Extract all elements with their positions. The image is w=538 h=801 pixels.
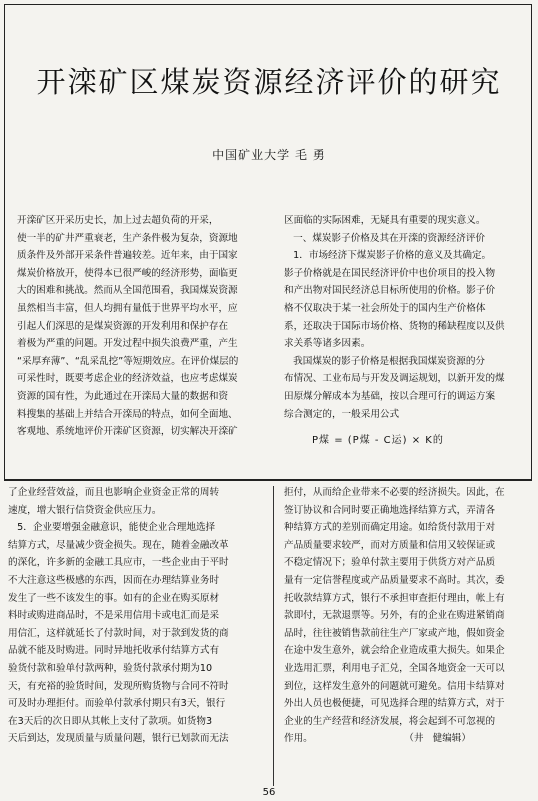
text-line: 区面临的实际困难，无疑具有重要的现实意义。 bbox=[284, 215, 486, 226]
text-line: 煤炭价格放开，使得本已很严峻的经济形势，面临更 bbox=[17, 267, 238, 279]
text-line: 布情况、工业布局与开发及调运规划，以新开发的煤 bbox=[284, 373, 505, 385]
text-line: 求关系等诸多因素。 bbox=[284, 338, 371, 350]
text-line: 我国煤炭的影子价格是根据我国煤炭资源的分 bbox=[284, 355, 486, 367]
text-line: 一、煤炭影子价格及其在开滦的资源经济评价 bbox=[284, 232, 486, 244]
text-line: 质条件及外部开采条件普遍较差。近年来，由于国家 bbox=[17, 250, 238, 262]
text-line: 格不仅取决于某一社会所处于的国内生产价格体 bbox=[284, 302, 486, 314]
text-line: 作用。 （井 健编辑） bbox=[284, 733, 471, 745]
text-line: 产品质量要求较严，而对方质量和信用又较保证或 bbox=[284, 539, 496, 551]
text-line: 着极为严重的问题。开发过程中损失浪费严重，产生 bbox=[17, 338, 238, 350]
formula: P煤 = (P煤 - C运) × K的 bbox=[312, 435, 444, 446]
text-line: 不大注意这些极感的东西，因而在办理结算业务时 bbox=[8, 574, 220, 586]
upper-left-column bbox=[17, 212, 267, 441]
text-line: 天后到达，发现质量与质量问题，银行已划款而无法 bbox=[8, 733, 229, 745]
text-line: 综合测定的，一般采用公式 bbox=[284, 408, 400, 420]
text-line: 速度，增大银行信贷资金供应压力。 bbox=[8, 504, 162, 516]
text-line: 大的困难和挑战。然而从全国范围看，我国煤炭资源 bbox=[17, 285, 238, 297]
text-line: “采厚弃薄”、“乱采乱挖”等短期效应。在评价煤层的 bbox=[17, 355, 239, 367]
text-line: 可采性时，既要考虑企业的经济效益，也应考虑煤炭 bbox=[17, 373, 238, 385]
text-line: 拒付，从而给企业带来不必要的经济损失。因此，在 bbox=[284, 487, 505, 498]
text-line: 虽然相当丰富，但人均拥有量低于世界平均水平，应 bbox=[17, 302, 238, 314]
text-line: 到位，这样发生意外的问题就可避免。信用卡结算对 bbox=[284, 680, 505, 692]
text-line: 在3天后的次日即从其帐上支付了款项。如货物3 bbox=[8, 715, 213, 727]
text-line: 料搜集的基础上并结合开滦局的特点，如何全面地、 bbox=[17, 408, 238, 420]
text-line: 托收款结算方式，银行不承担审查拒付理由，帐上有 bbox=[284, 592, 505, 604]
text-line: 外出人员也极便捷，可见选择合理的结算方式，对于 bbox=[284, 698, 505, 710]
text-line: 量有一定信誉程度或产品质量要求不高时。其次，委 bbox=[284, 574, 505, 586]
text-line: 开滦矿区开采历史长，加上过去超负荷的开采， bbox=[17, 215, 219, 226]
upper-right-column bbox=[284, 212, 522, 423]
text-line: 结算方式，尽量减少资金损失。现在，随着金融改革 bbox=[8, 539, 229, 551]
author-byline: 中国矿业大学 毛 勇 bbox=[212, 148, 326, 162]
text-line: 用信汇，这样就延长了付款时间，对于款到发货的商 bbox=[8, 627, 229, 639]
text-line: 系，还取决于国际市场价格、货物的稀缺程度以及供 bbox=[284, 320, 505, 332]
text-line: 料时或购进商品时，不是采用信用卡或电汇而是采 bbox=[8, 610, 220, 622]
text-line: 品就不能及时购进。同时异地托收承付结算方式有 bbox=[8, 645, 220, 657]
text-line: 可及时办理拒付。而验单付款承付期只有3天，银行 bbox=[8, 698, 226, 710]
text-line: 天，有充裕的验货时间，发现所购货物与合同不符时 bbox=[8, 680, 229, 692]
text-line: 款即付，无款退票等。另外，有的企业在购进紧销商 bbox=[284, 610, 505, 622]
text-line: 引起人们深思的是煤炭资源的开发利用和保护存在 bbox=[17, 320, 229, 332]
text-line: 5．企业要增强金融意识，能使企业合理地选择 bbox=[8, 522, 216, 534]
text-line: 种结算方式的差别而确定用途。如给货付款用于对 bbox=[284, 522, 496, 534]
text-line: 了企业经营效益，而且也影响企业资金正常的周转 bbox=[8, 487, 220, 498]
section-divider bbox=[4, 480, 532, 481]
text-line: 不稳定情况下；验单付款主要用于供货方对产品质 bbox=[284, 557, 496, 569]
text-line: 田原煤分解成本为基础，按以合理可行的调运方案 bbox=[284, 390, 496, 402]
text-line: 签订协议和合同时要正确地选择结算方式，弄清各 bbox=[284, 504, 496, 516]
text-line: 在途中发生意外，就会给企业造成重大损失。如果企 bbox=[284, 645, 505, 657]
text-line: 使一半的矿井严重衰老，生产条件极为复杂，资源地 bbox=[17, 232, 238, 244]
text-line: 验货付款和验单付款两种，验货付款承付期为10 bbox=[8, 662, 213, 674]
text-line: 和产出物对国民经济总目标所使用的价格。影子价 bbox=[284, 285, 496, 297]
text-line: 发生了一些不该发生的事。如有的企业在购买原材 bbox=[8, 592, 220, 604]
text-line: 的深化，许多新的金融工具应市，一些企业由于平时 bbox=[8, 557, 229, 569]
text-line: 企业的生产经营和经济发展，将会起到不可忽视的 bbox=[284, 715, 496, 727]
column-divider bbox=[273, 486, 274, 786]
text-line: 资源的国有性，为此通过在开滦局大量的数据和资 bbox=[17, 390, 229, 402]
page-number: 56 bbox=[262, 787, 276, 798]
text-line: 1．市场经济下煤炭影子价格的意义及其确定。 bbox=[284, 250, 492, 262]
text-line: 影子价格就是在国民经济评价中也价项目的投入物 bbox=[284, 267, 496, 279]
text-line: 业选用汇票，利用电子汇兑，全国各地资金一天可以 bbox=[284, 662, 505, 674]
lower-right-column bbox=[284, 484, 530, 748]
article-title: 开滦矿区煤炭资源经济评价的研究 bbox=[36, 65, 502, 99]
lower-left-column bbox=[8, 484, 266, 748]
text-line: 品时，往往被销售款前往生产厂家或产地，假如资金 bbox=[284, 627, 505, 639]
text-line: 客观地、系统地评价开滦矿区资源，切实解决开滦矿 bbox=[17, 426, 238, 438]
